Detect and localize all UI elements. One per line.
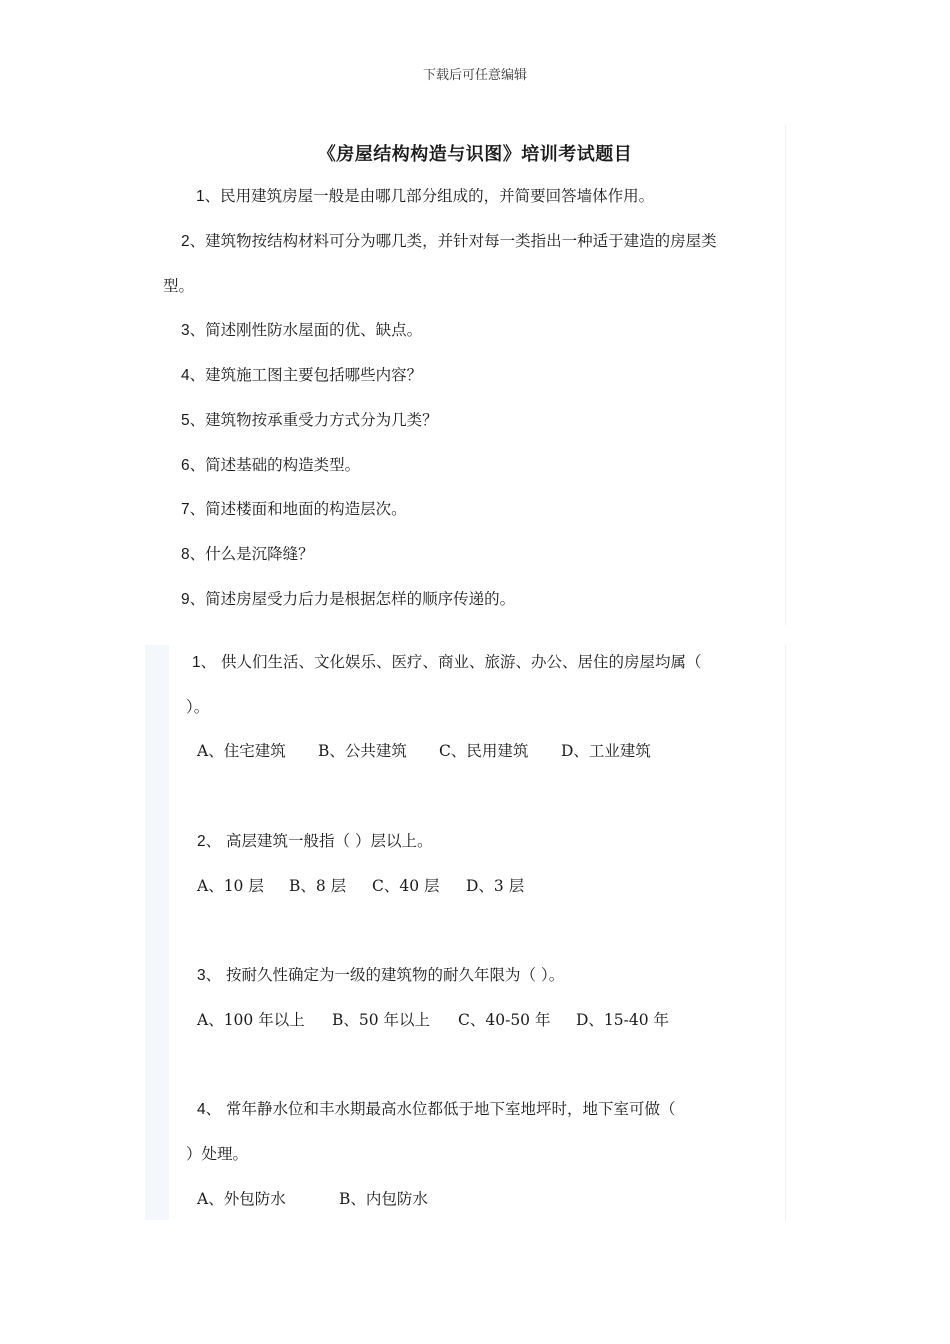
option-b: B、50 年以上 (332, 1011, 431, 1029)
option-c: C、40 层 (372, 877, 440, 895)
document-title: 《房屋结构构造与识图》培训考试题目 (317, 144, 633, 165)
choice-question-2: 2、 高层建筑一般指（ ）层以上。 (197, 832, 433, 850)
choice-question-1-continued: ）。 (186, 698, 210, 716)
option-a: A、10 层 (197, 877, 264, 895)
short-question-9: 9、简述房屋受力后力是根据怎样的顺序传递的。 (181, 590, 516, 608)
short-question-2-continued: 型。 (163, 277, 195, 295)
short-question-8: 8、什么是沉降缝？ (181, 545, 314, 563)
choice-question-3-options (197, 1009, 669, 1031)
short-question-5: 5、建筑物按承重受力方式分为几类？ (181, 411, 438, 429)
short-question-3: 3、简述刚性防水屋面的优、缺点。 (181, 321, 423, 339)
choice-question-2-options (197, 875, 524, 897)
option-a: A、外包防水 (197, 1190, 286, 1208)
option-a: A、100 年以上 (197, 1011, 305, 1029)
option-d: D、工业建筑 (561, 742, 651, 760)
choice-question-1-options (197, 740, 651, 762)
header-note: 下载后可任意编辑 (422, 68, 527, 83)
option-c: C、40-50 年 (458, 1011, 551, 1029)
right-rule-top (785, 125, 786, 625)
short-question-4: 4、建筑施工图主要包括哪些内容？ (181, 366, 423, 384)
short-question-1: 1、民用建筑房屋一般是由哪几部分组成的，并简要回答墙体作用。 (196, 187, 655, 205)
short-question-7: 7、简述楼面和地面的构造层次。 (181, 500, 407, 518)
short-question-2: 2、建筑物按结构材料可分为哪几类，并针对每一类指出一种适于建造的房屋类 (181, 232, 717, 250)
option-d: D、15-40 年 (576, 1011, 670, 1029)
right-rule-bottom (785, 645, 786, 1220)
choice-question-4-options (197, 1188, 428, 1210)
option-d: D、3 层 (466, 877, 525, 895)
choice-section-margin (145, 645, 169, 1220)
option-b: B、内包防水 (339, 1190, 428, 1208)
option-b: B、公共建筑 (318, 742, 407, 760)
choice-question-4: 4、 常年静水位和丰水期最高水位都低于地下室地坪时，地下室可做（ (197, 1100, 676, 1118)
choice-question-3: 3、 按耐久性确定为一级的建筑物的耐久年限为（ ）。 (197, 966, 565, 984)
choice-question-4-continued: ）处理。 (186, 1145, 249, 1163)
option-a: A、住宅建筑 (197, 742, 286, 760)
choice-question-1: 1、 供人们生活、文化娱乐、医疗、商业、旅游、办公、居住的房屋均属（ (192, 653, 702, 671)
short-question-6: 6、简述基础的构造类型。 (181, 456, 361, 474)
option-b: B、8 层 (289, 877, 347, 895)
option-c: C、民用建筑 (439, 742, 529, 760)
